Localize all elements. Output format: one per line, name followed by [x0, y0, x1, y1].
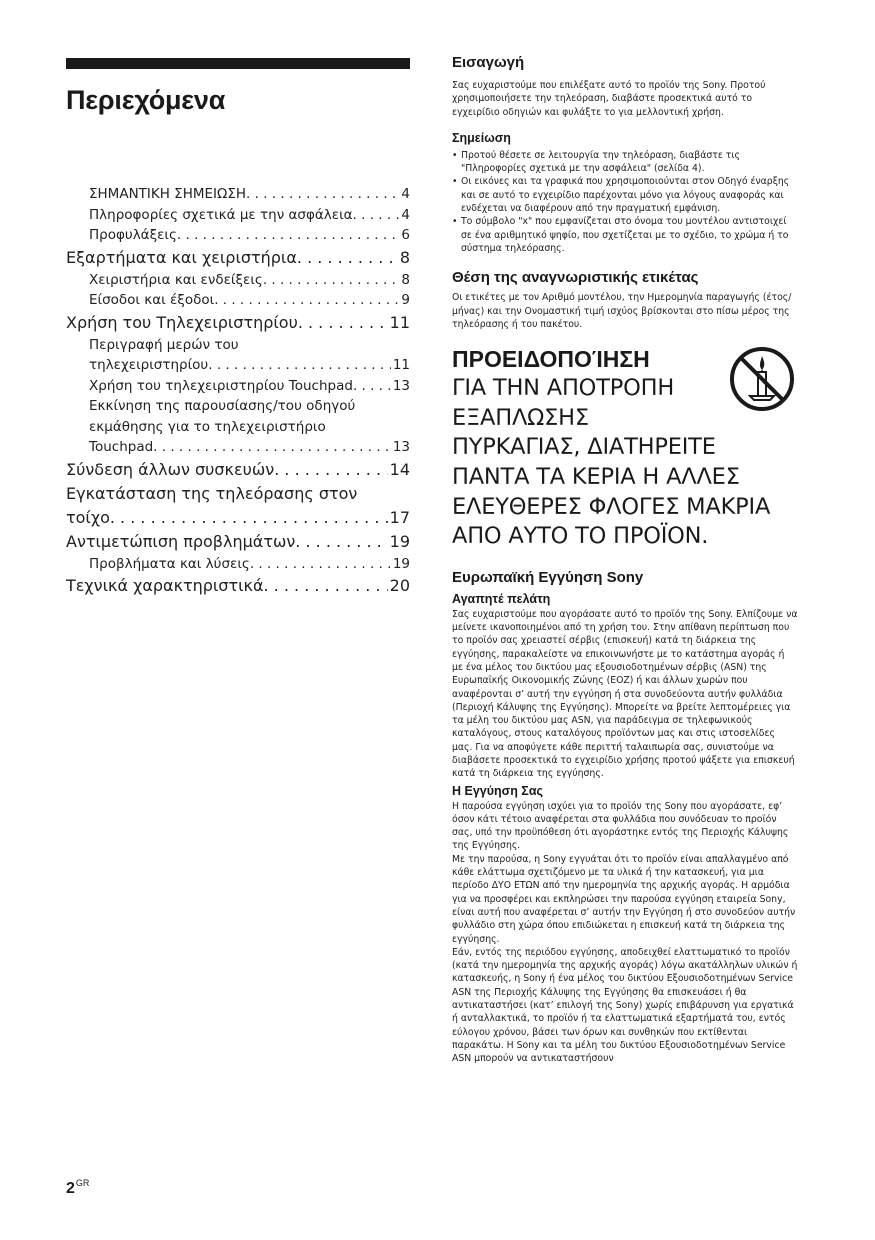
toc-entry[interactable]: Σύνδεση άλλων συσκευών . . . 14	[66, 458, 410, 482]
guarantee-heading: Ευρωπαϊκή Εγγύηση Sony	[452, 568, 644, 586]
list-item: • Το σύμβολο "x" που εμφανίζεται στο όνομα του μοντέλου αντιστοιχεί σε ένα αριθμητικό ψηφίο, που σχετίζεται με το σχέδιο, το χρώμα ή το σύστημα τηλεόρασης.	[452, 215, 798, 255]
warranty-paragraph: Η παρούσα εγγύηση ισχύει για το προϊόν της Sony που αγοράσατε, εφ’ όσον κάτι τέτοιο αναφέρεται στα φυλλάδια που συνόδευαν το προϊόν σας, υπό την προϋπόθεση ότι αγοράστηκε εντός της Περιοχής Κάλυψης της Εγγύησης.	[452, 800, 789, 852]
warranty-paragraph: Εάν, εντός της περιόδου εγγύησης, αποδειχθεί ελαττωματικό το προϊόν (κατά την ημερομηνία της αρχικής αγοράς) λόγω ακατάλληλων υλικών ή κατασκευής, η Sony ή ένα μέλος του δικτύου Εξουσιοδοτημένων Service ASN της Περιοχής Κάλυψης της Εγγύησης θα επισκευάσει ή θα αντικαταστήσει (κατ’ επιλογή της Sony) χωρίς επιβάρυνση για εργατικά ή ανταλλακτικά, το προϊόν ή τα ελαττωματικά εξαρτήματά του, εντός εύλογου χρόνου, βάσει των όρων και συνθηκών που εκτίθενται παρακάτω. Η Sony και τα μέλη του δικτύου Εξουσιοδοτημένων Service ASN μπορούν να αντικαταστήσουν	[452, 946, 798, 1065]
warning-line: ΕΞΑΠΛΩΣΗΣ	[452, 404, 589, 431]
warning-line: ΠΥΡΚΑΓΙΑΣ, ΔΙΑΤΗΡΕΙΤΕ	[452, 434, 716, 461]
toc-entry[interactable]: Προφυλάξεις . . . 6	[66, 225, 410, 246]
contents-column	[66, 58, 410, 595]
intro-heading: Εισαγωγή	[452, 54, 525, 71]
note-list	[452, 149, 798, 255]
label-heading: Θέση της αναγνωριστικής ετικέτας	[452, 269, 699, 287]
no-open-flame-icon	[728, 344, 796, 414]
content-column	[452, 54, 798, 1066]
warranty-heading: Η Εγγύηση Σας	[452, 783, 543, 798]
toc-entry[interactable]: Προβλήματα και λύσεις . . . 19	[66, 554, 410, 575]
page-title: Περιεχόμενα	[66, 85, 226, 115]
toc-entry[interactable]: Είσοδοι και έξοδοι . . . 9	[66, 290, 410, 311]
customer-text: Σας ευχαριστούμε που αγοράσατε αυτό το προϊόν της Sony. Ελπίζουμε να μείνετε ικανοποιημένοι από τη χρήση του. Στην απίθανη περίπτωση που το προϊόν σας χρειαστεί σέρβις (επισκευή) κατά τη διάρκεια της εγγύησης, παρακαλείστε να επικοινωνήστε με το κατάστημα αγοράς ή με ένα μέλος του δικτύου μας εξουσιοδοτημένων σέρβις (ASN) της Ευρωπαϊκής Οικονομικής Ζώνης (ΕΟΖ) ή και άλλων χωρών που αναφέρονται σ’ αυτή την εγγύηση ή στα συνοδεύοντα αυτήν φυλλάδια (Περιοχή Κάλυψης της Εγγύησης). Μπορείτε να βρείτε λεπτομέρειες για τα μέλη του δικτύου μας ASN, για παράδειγμα σε τηλεφωνικούς καταλόγους, στους καταλόγους προϊόντων μας και στις ιστοσελίδες μας. Για να αποφύγετε κάθε περιττή ταλαιπωρία σας, συνιστούμε να διαβάσετε προσεκτικά το εγχειρίδιο χρήσης προτού ψάξετε για επισκευή κατά τη διάρκεια της εγγύησης.	[452, 608, 798, 780]
note-heading: Σημείωση	[452, 130, 511, 145]
heading-rule	[66, 58, 410, 69]
toc-entry-line: Περιγραφή μερών του	[89, 336, 239, 353]
toc-entry[interactable]: Χρήση του Τηλεχειριστηρίου . . . 11	[66, 311, 410, 335]
toc-entry[interactable]: Αντιμετώπιση προβλημάτων . . . 19	[66, 530, 410, 554]
fire-warning	[452, 345, 798, 552]
toc-entry-line: Εγκατάσταση της τηλεόρασης στον	[66, 483, 358, 503]
toc-entry[interactable]: ΣΗΜΑΝΤΙΚΗ ΣΗΜΕΙΩΣΗ . . . 4	[66, 184, 410, 205]
toc-entry[interactable]: τηλεχειριστηρίου . . . 11	[66, 355, 410, 376]
toc-entry[interactable]: τοίχο . . . 17	[66, 506, 410, 530]
page-number: $2^{GR}$	[66, 1178, 90, 1197]
warning-line: ΓΙΑ ΤΗΝ ΑΠΟΤΡΟΠΗ	[452, 375, 675, 402]
warranty-paragraph: Με την παρούσα, η Sony εγγυάται ότι το προϊόν είναι απαλλαγμένο από κάθε ελάττωμα σχετιζόμενο με τα υλικά ή την κατασκευή, για μια περίοδο ΔΥΟ ΕΤΩΝ από την ημερομηνία της αρχικής αγοράς. Η αρμόδια για να προσφέρει και εκπληρώσει την παρούσα εγγύηση εταιρεία Sony, είναι αυτή που αναφέρεται σ’ αυτήν την Εγγύηση ή στο συνοδεύον αυτήν φυλλάδιο στη χώρα όπου επιδιώκεται η επισκευή κατά τη διάρκεια της εγγύησης.	[452, 853, 796, 945]
table-of-contents	[66, 184, 410, 598]
toc-entry-line: Εκκίνηση της παρουσίασης/του οδηγού εκμάθησης για το τηλεχειριστήριο	[89, 398, 356, 435]
toc-entry[interactable]: Χρήση του τηλεχειριστηρίου Touchpad . . . 13	[66, 376, 410, 397]
list-item: • Προτού θέσετε σε λειτουργία την τηλεόραση, διαβάστε τις "Πληροφορίες σχετικά με την ασφάλεια" (σελίδα 4).	[452, 149, 798, 176]
warning-line: ΠΑΝΤΑ ΤΑ ΚΕΡΙΑ Η ΑΛΛΕΣ	[452, 463, 740, 490]
warning-title: ΠΡΟΕΙΔΟΠΟΊΗΣΗ	[452, 346, 650, 373]
toc-entry[interactable]: Χειριστήρια και ενδείξεις . . . 8	[66, 270, 410, 291]
warning-line: ΕΛΕΥΘΕΡΕΣ ΦΛΟΓΕΣ ΜΑΚΡΙΑ	[452, 493, 771, 520]
toc-entry[interactable]: Τεχνικά χαρακτηριστικά . . . 20	[66, 574, 410, 598]
toc-entry[interactable]: Touchpad . . . 13	[66, 437, 410, 458]
customer-heading: Αγαπητέ πελάτη	[452, 591, 551, 606]
toc-entry[interactable]: Εξαρτήματα και χειριστήρια . . . 8	[66, 246, 410, 270]
list-item: • Οι εικόνες και τα γραφικά που χρησιμοποιούνται στον Οδηγό έναρξης και σε αυτό το εγχειρίδιο παρέχονται μόνο για λόγους αναφοράς και ενδέχεται να διαφέρουν από την πραγματική εμφάνιση.	[452, 175, 798, 215]
intro-text: Σας ευχαριστούμε που επιλέξατε αυτό το προϊόν της Sony. Προτού χρησιμοποιήσετε την τηλεόραση, διαβάστε προσεκτικά αυτό το εγχειρίδιο οδηγιών και φυλάξτε το για μελλοντική χρήση.	[452, 80, 766, 118]
label-text: Οι ετικέτες με τον Αριθμό μοντέλου, την Ημερομηνία παραγωγής (έτος/μήνας) και την Ονομαστική τιμή ισχύος βρίσκονται στο πίσω μέρος της τηλεόρασης ή του πακέτου.	[452, 292, 792, 330]
toc-entry[interactable]: Πληροφορίες σχετικά με την ασφάλεια . . . 4	[66, 205, 410, 226]
warning-line: ΑΠΟ ΑΥΤΟ ΤΟ ΠΡΟΪΟΝ.	[452, 523, 709, 550]
